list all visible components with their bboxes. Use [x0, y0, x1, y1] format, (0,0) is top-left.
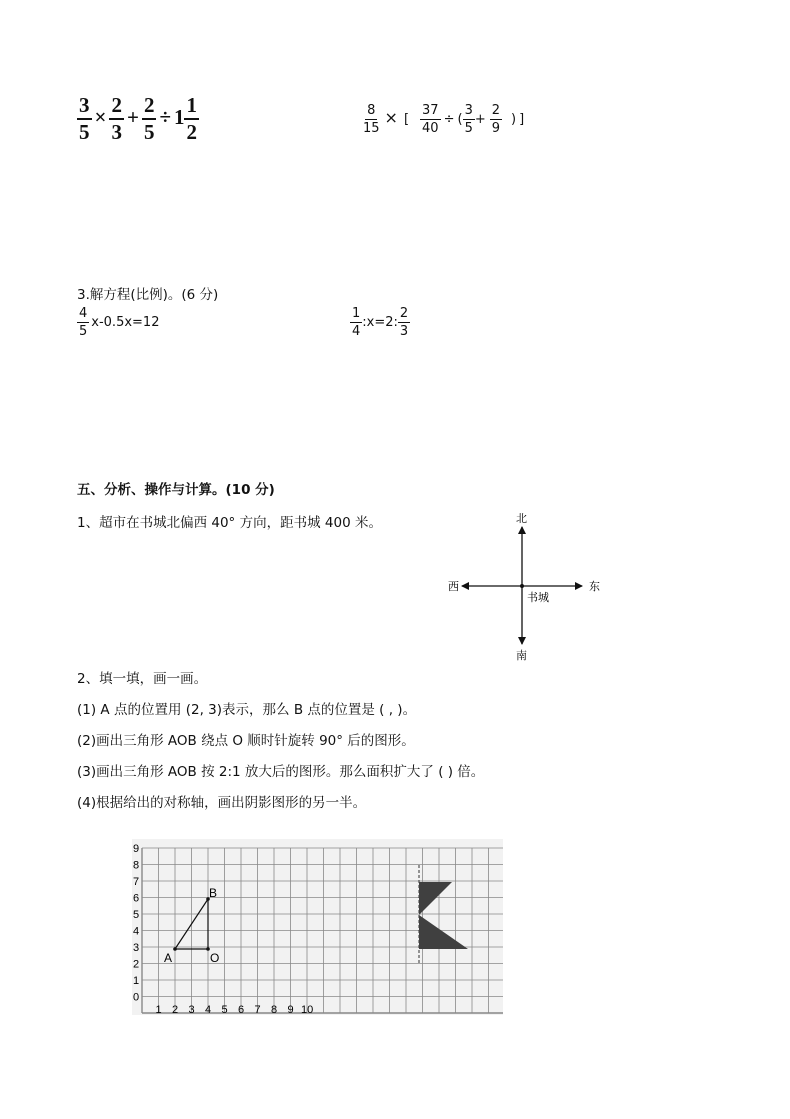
x-axis-label: 4	[205, 1004, 212, 1015]
x-axis-label: 1	[155, 1004, 162, 1015]
label-a: A	[164, 951, 173, 965]
fraction: $\frac{3}{5}$	[79, 93, 90, 144]
x-axis-label: 8	[271, 1004, 278, 1015]
equation-2: $\frac{1}{4}$ :x=2: $\frac{2}{3}$	[352, 306, 409, 339]
fraction: $\frac{1}{2}$	[186, 93, 197, 144]
expression-1: $\frac{3}{5}$ × $\frac{2}{3}$ + $\frac{2}{5}$ ÷ 1 $\frac{1}{2}$	[79, 93, 197, 144]
fraction: $\frac{8}{15}$	[363, 103, 380, 136]
x-axis-label: 9	[287, 1004, 294, 1015]
question-2-3: (3)画出三角形 AOB 按 2:1 放大后的图形。那么面积扩大了 ( ) 倍。	[77, 764, 485, 780]
question-2-4: (4)根据给出的对称轴，画出阴影图形的另一半。	[77, 795, 367, 811]
coordinate-grid	[132, 839, 503, 1015]
label-north: 北	[516, 512, 527, 525]
y-axis-label: 4	[133, 925, 140, 938]
y-axis-label: 0	[133, 991, 140, 1004]
fraction: $\frac{4}{5}$	[79, 306, 88, 339]
fraction: $\frac{2}{3}$	[399, 306, 409, 339]
x-axis-label: 2	[172, 1004, 179, 1015]
y-axis-label: 2	[133, 958, 140, 971]
fraction: $\frac{37}{40}$	[422, 103, 439, 136]
y-axis-label: 7	[133, 876, 140, 888]
question-2: 2、填一填，画一画。	[77, 671, 208, 687]
x-axis-label: 6	[238, 1004, 245, 1015]
center-point	[520, 584, 524, 588]
question-2-2: (2)画出三角形 AOB 绕点 O 顺时针旋转 90° 后的图形。	[77, 733, 415, 749]
question-2-1: (1) A 点的位置用 (2, 3)表示，那么 B 点的位置是 ( , )。	[77, 702, 417, 718]
y-axis-label: 9	[133, 843, 140, 855]
label-o: O	[210, 951, 220, 965]
expression-2: $\frac{8}{15}$ × [ $\frac{37}{40}$ ÷ ( $\frac{3}{5}$ + $\frac{2}{9}$ ) ]	[363, 103, 525, 136]
x-axis-label: 10	[301, 1004, 314, 1015]
label-east: 东	[589, 580, 600, 593]
x-axis-label: 3	[188, 1004, 195, 1015]
y-axis-label: 6	[133, 892, 140, 905]
fraction: $\frac{1}{4}$	[352, 306, 361, 339]
y-axis-label: 3	[133, 942, 140, 954]
x-axis-label: 7	[254, 1004, 261, 1015]
point-a-dot	[173, 947, 177, 951]
grid-background	[132, 839, 503, 1015]
y-axis-label: 5	[133, 909, 140, 921]
label-b: B	[209, 886, 218, 900]
label-center: 书城	[527, 591, 549, 604]
section-3-title: 3.解方程(比例)。(6 分)	[77, 287, 219, 303]
label-south: 南	[516, 649, 527, 662]
equation-1: $\frac{4}{5}$ x-0.5x=12	[79, 306, 160, 339]
x-axis-label: 5	[221, 1004, 228, 1015]
section-5-title: 五、分析、操作与计算。(10 分)	[77, 482, 275, 498]
label-west: 西	[448, 580, 459, 593]
fraction: $\frac{2}{9}$	[491, 103, 501, 136]
fraction: $\frac{2}{3}$	[111, 93, 122, 144]
y-axis-label: 1	[133, 975, 140, 987]
compass-diagram	[440, 505, 620, 665]
y-axis-label: 8	[133, 859, 140, 872]
fraction: $\frac{2}{5}$	[143, 93, 155, 144]
fraction: $\frac{3}{5}$	[464, 103, 473, 136]
question-1: 1、超市在书城北偏西 40° 方向，距书城 400 米。	[77, 515, 382, 531]
